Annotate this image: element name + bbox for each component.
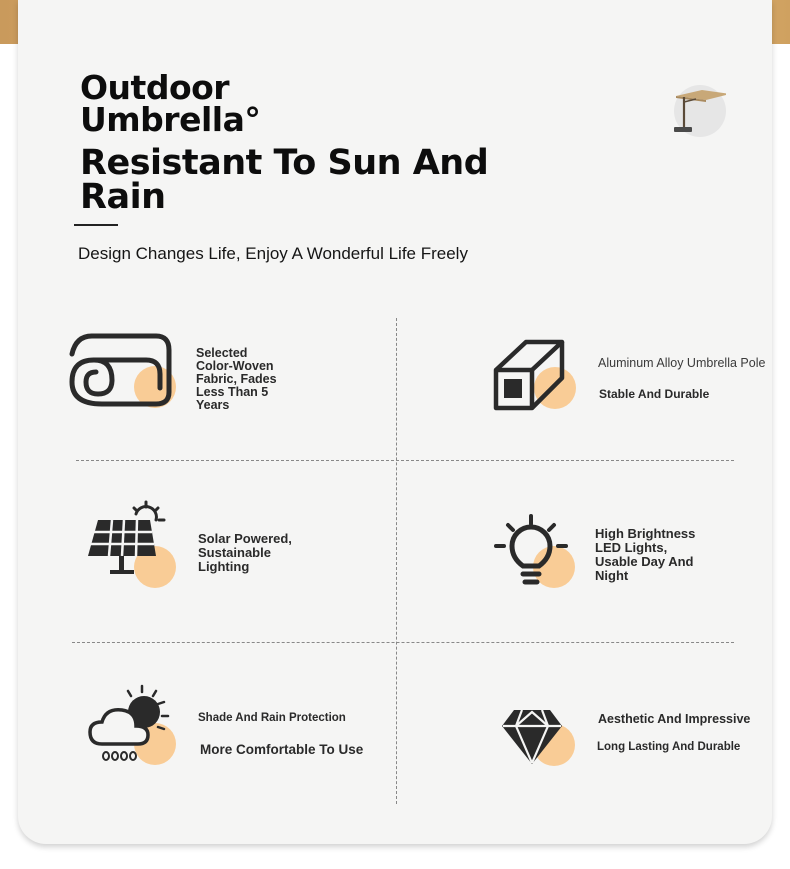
subtitle-line-2: Rain <box>80 177 166 217</box>
subtitle-line-1: Resistant To Sun And <box>80 143 489 183</box>
feature-line: Solar Powered, <box>198 531 292 546</box>
grid-divider-horizontal-1 <box>76 460 734 461</box>
rain-cloud-sun-icon <box>88 684 172 764</box>
rolled-fabric-icon <box>68 332 174 410</box>
page-subtitle <box>80 143 500 217</box>
light-bulb-icon <box>494 514 570 590</box>
shade-feature-subtitle: More Comfortable To Use <box>200 742 364 757</box>
feature-line: Years <box>196 398 230 412</box>
led-feature-text <box>595 527 695 583</box>
square-tube-icon <box>492 338 566 412</box>
title-divider <box>74 224 118 226</box>
title-line-1: Outdoor <box>80 68 230 107</box>
solar-panel-icon <box>86 500 166 578</box>
feature-line: Selected <box>196 346 248 360</box>
feature-line: Usable Day And <box>595 554 694 569</box>
aesthetic-feature-title: Aesthetic And Impressive <box>598 712 751 726</box>
feature-line: Lighting <box>198 559 250 574</box>
grid-divider-horizontal-2 <box>72 642 734 643</box>
grid-divider-vertical <box>396 318 397 804</box>
title-line-2: Umbrella° <box>80 100 261 139</box>
feature-line: Night <box>595 568 629 583</box>
feature-line: LED Lights, <box>595 540 668 555</box>
feature-line: Color-Woven <box>196 359 274 373</box>
page-title <box>80 68 261 139</box>
diamond-icon <box>500 708 564 766</box>
feature-line: High Brightness <box>595 526 696 541</box>
shade-feature-title: Shade And Rain Protection <box>198 712 346 724</box>
feature-line: Sustainable <box>198 545 271 560</box>
tagline: Design Changes Life, Enjoy A Wonderful Life Freely <box>78 244 468 263</box>
feature-line: Fabric, Fades <box>196 372 277 386</box>
aesthetic-feature-subtitle: Long Lasting And Durable <box>597 741 741 753</box>
pole-feature-title: Aluminum Alloy Umbrella Pole <box>598 356 766 370</box>
umbrella-thumbnail-icon <box>672 84 726 138</box>
feature-line: Less Than 5 <box>196 385 269 399</box>
solar-feature-text <box>198 532 292 574</box>
fabric-feature-text <box>196 347 277 412</box>
pole-feature-subtitle: Stable And Durable <box>599 387 710 401</box>
